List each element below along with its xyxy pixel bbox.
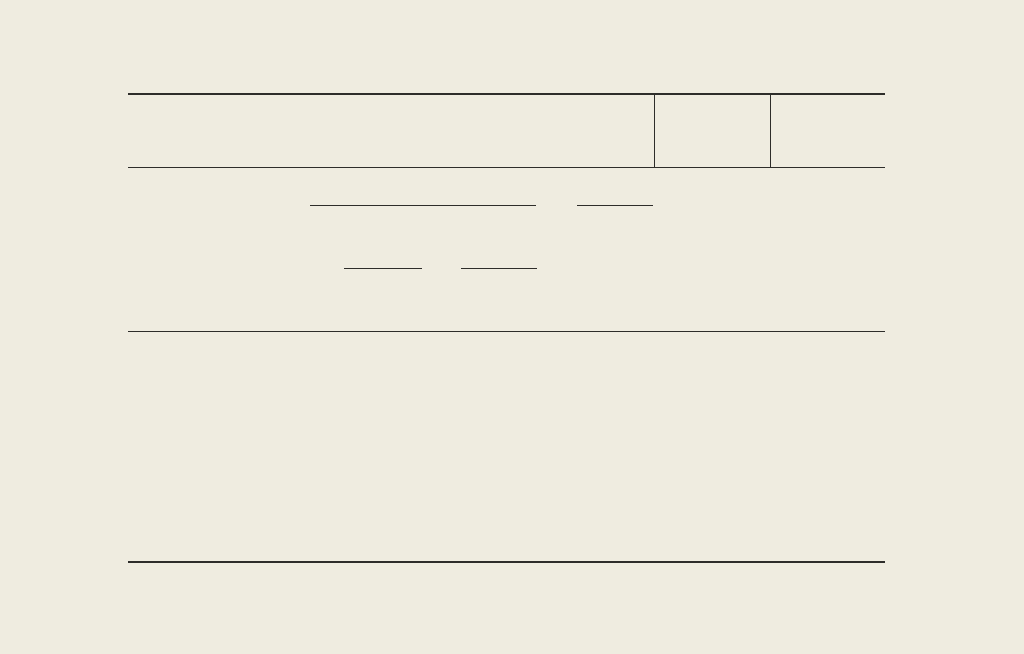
orders-made-header [815,201,841,301]
group-divider [770,95,771,167]
group-header-rule [128,167,885,168]
infected-premises-header [772,103,886,159]
unwholesome-premises-header [656,103,770,159]
prosecutions-sections-header [852,198,882,308]
sending-once-header [434,210,530,238]
outworkers-header [344,247,422,265]
sending-twice-header [318,210,414,238]
outworkers-lists-header [200,118,600,148]
instances-header [664,200,680,280]
prosecutions-rule [577,205,653,206]
table-top-rule [128,93,885,95]
lists-header [313,246,329,316]
instances-header [779,212,795,302]
contractors-header [348,272,380,320]
workmen-header [501,272,535,320]
table-bottom-rule [128,561,885,563]
failing-send-header [600,216,628,276]
lists-received-header [310,174,536,198]
nature-of-work-header [128,236,308,256]
header-bottom-rule [128,331,885,332]
lists-received-rule [310,205,536,206]
contractors-header [463,272,497,320]
notices-served-header [704,210,720,300]
notices-served-occupiers-header [538,181,574,327]
lists-header [431,246,447,316]
workmen-header [386,272,420,320]
outworkers-rule [344,268,422,269]
prosecutions-header [577,176,653,198]
outworkers-header [461,247,537,265]
group-divider [654,95,655,167]
prosecutions-col-header [741,212,757,302]
outworkers-rule [461,268,537,269]
